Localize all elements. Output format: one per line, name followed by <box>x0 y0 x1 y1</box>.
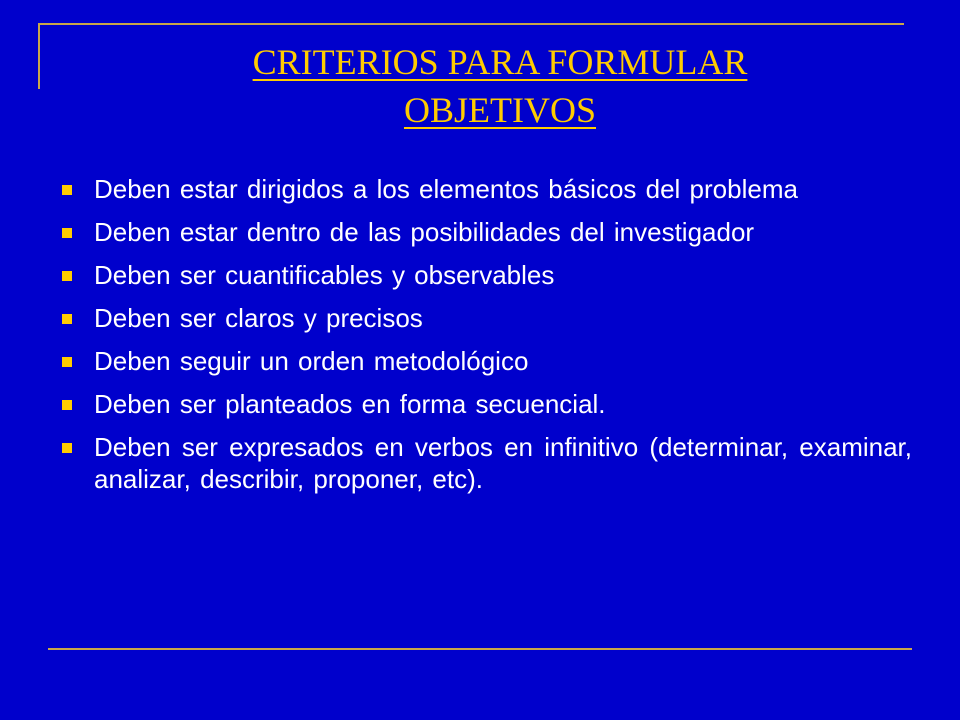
square-bullet-icon <box>62 271 72 281</box>
left-border-line <box>38 23 40 89</box>
bullet-item-3 <box>60 259 912 291</box>
bullet-text-6: Deben ser planteados en forma secuencial. <box>94 389 606 419</box>
bullet-item-4 <box>60 302 912 334</box>
title-line-2: OBJETIVOS <box>403 90 596 130</box>
bullet-item-5 <box>60 345 912 377</box>
square-bullet-icon <box>62 400 72 410</box>
bullet-text-3: Deben ser cuantificables y observables <box>94 260 555 290</box>
top-border-line <box>38 23 904 25</box>
bullet-text-1: Deben estar dirigidos a los elementos básicos del problema <box>94 174 798 204</box>
square-bullet-icon <box>62 314 72 324</box>
square-bullet-icon <box>62 443 72 453</box>
slide-title <box>150 38 850 134</box>
bullet-list <box>60 173 912 495</box>
square-bullet-icon <box>62 185 72 195</box>
bullet-item-1 <box>60 173 912 205</box>
square-bullet-icon <box>62 228 72 238</box>
bullet-text-4: Deben ser claros y precisos <box>94 303 423 333</box>
bullet-item-6 <box>60 388 912 420</box>
title-line-1: CRITERIOS PARA FORMULAR <box>252 42 748 82</box>
bullet-item-2 <box>60 216 912 248</box>
bullet-item-7 <box>60 431 912 495</box>
bullet-text-2: Deben estar dentro de las posibilidades del investigador <box>94 217 755 247</box>
bullet-text-7: Deben ser expresados en verbos en infinitivo (determinar, examinar, analizar, describir, proponer, etc). <box>94 432 912 494</box>
square-bullet-icon <box>62 357 72 367</box>
bullet-text-5: Deben seguir un orden metodológico <box>94 346 529 376</box>
bottom-border-line <box>48 648 912 650</box>
